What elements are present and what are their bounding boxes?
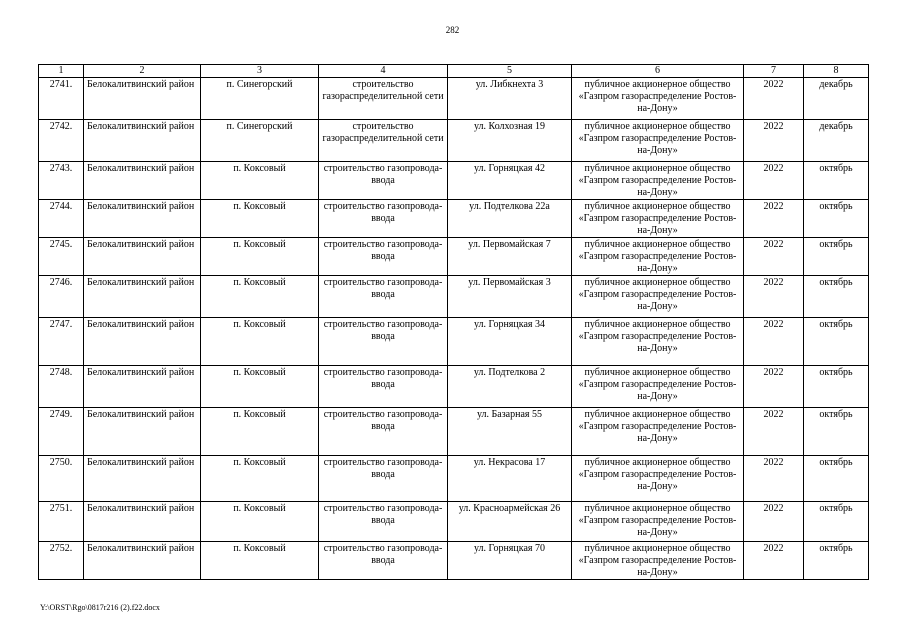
settlement-cell: п. Коксовый	[201, 456, 319, 502]
work-type-cell: строительство газопровода-ввода	[319, 238, 448, 276]
year-cell: 2022	[744, 238, 804, 276]
table-row	[39, 408, 869, 456]
organization-cell: публичное акционерное общество «Газпром газораспределение Ростов-на-Дону»	[572, 318, 744, 366]
work-type-cell: строительство газопровода-ввода	[319, 366, 448, 408]
work-type-cell: строительство газопровода-ввода	[319, 162, 448, 200]
address-cell: ул. Базарная 55	[448, 408, 572, 456]
month-cell: октябрь	[804, 456, 869, 502]
district-cell: Белокалитвинский район	[84, 502, 201, 542]
district-cell: Белокалитвинский район	[84, 120, 201, 162]
organization-cell: публичное акционерное общество «Газпром газораспределение Ростов-на-Дону»	[572, 408, 744, 456]
address-cell: ул. Красноармейская 26	[448, 502, 572, 542]
district-cell: Белокалитвинский район	[84, 238, 201, 276]
address-cell: ул. Либкнехта 3	[448, 78, 572, 120]
address-cell: ул. Колхозная 19	[448, 120, 572, 162]
table-row	[39, 276, 869, 318]
address-cell: ул. Некрасова 17	[448, 456, 572, 502]
column-header: 8	[804, 65, 869, 78]
row-number: 2748.	[39, 366, 84, 408]
table-row	[39, 200, 869, 238]
district-cell: Белокалитвинский район	[84, 162, 201, 200]
table-row	[39, 542, 869, 580]
month-cell: октябрь	[804, 238, 869, 276]
month-cell: октябрь	[804, 200, 869, 238]
row-number: 2750.	[39, 456, 84, 502]
address-cell: ул. Подтелкова 2	[448, 366, 572, 408]
table-row	[39, 238, 869, 276]
settlement-cell: п. Коксовый	[201, 318, 319, 366]
year-cell: 2022	[744, 542, 804, 580]
work-type-cell: строительство газораспределительной сети	[319, 120, 448, 162]
column-header: 2	[84, 65, 201, 78]
year-cell: 2022	[744, 456, 804, 502]
district-cell: Белокалитвинский район	[84, 78, 201, 120]
settlement-cell: п. Коксовый	[201, 276, 319, 318]
row-number: 2744.	[39, 200, 84, 238]
month-cell: декабрь	[804, 120, 869, 162]
table-row	[39, 162, 869, 200]
year-cell: 2022	[744, 318, 804, 366]
year-cell: 2022	[744, 276, 804, 318]
row-number: 2746.	[39, 276, 84, 318]
row-number: 2747.	[39, 318, 84, 366]
table-row	[39, 78, 869, 120]
column-header: 4	[319, 65, 448, 78]
row-number: 2751.	[39, 502, 84, 542]
organization-cell: публичное акционерное общество «Газпром газораспределение Ростов-на-Дону»	[572, 238, 744, 276]
organization-cell: публичное акционерное общество «Газпром газораспределение Ростов-на-Дону»	[572, 366, 744, 408]
district-cell: Белокалитвинский район	[84, 408, 201, 456]
column-header: 6	[572, 65, 744, 78]
district-cell: Белокалитвинский район	[84, 200, 201, 238]
column-header: 3	[201, 65, 319, 78]
column-header: 7	[744, 65, 804, 78]
table-body	[39, 78, 869, 580]
settlement-cell: п. Коксовый	[201, 542, 319, 580]
work-type-cell: строительство газопровода-ввода	[319, 408, 448, 456]
row-number: 2741.	[39, 78, 84, 120]
settlement-cell: п. Коксовый	[201, 238, 319, 276]
work-type-cell: строительство газопровода-ввода	[319, 542, 448, 580]
settlement-cell: п. Коксовый	[201, 408, 319, 456]
row-number: 2752.	[39, 542, 84, 580]
address-cell: ул. Горняцкая 42	[448, 162, 572, 200]
organization-cell: публичное акционерное общество «Газпром газораспределение Ростов-на-Дону»	[572, 456, 744, 502]
table-row	[39, 502, 869, 542]
month-cell: октябрь	[804, 366, 869, 408]
work-type-cell: строительство газораспределительной сети	[319, 78, 448, 120]
month-cell: декабрь	[804, 78, 869, 120]
district-cell: Белокалитвинский район	[84, 366, 201, 408]
month-cell: октябрь	[804, 542, 869, 580]
month-cell: октябрь	[804, 318, 869, 366]
row-number: 2742.	[39, 120, 84, 162]
district-cell: Белокалитвинский район	[84, 276, 201, 318]
row-number: 2745.	[39, 238, 84, 276]
organization-cell: публичное акционерное общество «Газпром газораспределение Ростов-на-Дону»	[572, 120, 744, 162]
row-number: 2743.	[39, 162, 84, 200]
row-number: 2749.	[39, 408, 84, 456]
month-cell: октябрь	[804, 502, 869, 542]
work-type-cell: строительство газопровода-ввода	[319, 276, 448, 318]
document-table	[38, 64, 869, 580]
year-cell: 2022	[744, 366, 804, 408]
month-cell: октябрь	[804, 408, 869, 456]
district-cell: Белокалитвинский район	[84, 542, 201, 580]
settlement-cell: п. Коксовый	[201, 200, 319, 238]
organization-cell: публичное акционерное общество «Газпром газораспределение Ростов-на-Дону»	[572, 78, 744, 120]
work-type-cell: строительство газопровода-ввода	[319, 456, 448, 502]
organization-cell: публичное акционерное общество «Газпром газораспределение Ростов-на-Дону»	[572, 502, 744, 542]
organization-cell: публичное акционерное общество «Газпром газораспределение Ростов-на-Дону»	[572, 162, 744, 200]
table-row	[39, 120, 869, 162]
table-row	[39, 366, 869, 408]
work-type-cell: строительство газопровода-ввода	[319, 200, 448, 238]
month-cell: октябрь	[804, 276, 869, 318]
year-cell: 2022	[744, 162, 804, 200]
table-row	[39, 456, 869, 502]
table-row	[39, 318, 869, 366]
page-number: 282	[445, 25, 460, 35]
settlement-cell: п. Коксовый	[201, 366, 319, 408]
district-cell: Белокалитвинский район	[84, 318, 201, 366]
district-cell: Белокалитвинский район	[84, 456, 201, 502]
table-header-row	[39, 65, 869, 78]
address-cell: ул. Подтелкова 22а	[448, 200, 572, 238]
organization-cell: публичное акционерное общество «Газпром газораспределение Ростов-на-Дону»	[572, 542, 744, 580]
year-cell: 2022	[744, 120, 804, 162]
settlement-cell: п. Коксовый	[201, 502, 319, 542]
year-cell: 2022	[744, 78, 804, 120]
footer-file-path: Y:\ORST\Rgo\0817r216 (2).f22.docx	[40, 603, 160, 612]
column-header: 5	[448, 65, 572, 78]
year-cell: 2022	[744, 408, 804, 456]
organization-cell: публичное акционерное общество «Газпром газораспределение Ростов-на-Дону»	[572, 200, 744, 238]
year-cell: 2022	[744, 200, 804, 238]
settlement-cell: п. Синегорский	[201, 120, 319, 162]
settlement-cell: п. Коксовый	[201, 162, 319, 200]
address-cell: ул. Горняцкая 70	[448, 542, 572, 580]
work-type-cell: строительство газопровода-ввода	[319, 502, 448, 542]
month-cell: октябрь	[804, 162, 869, 200]
work-type-cell: строительство газопровода-ввода	[319, 318, 448, 366]
address-cell: ул. Первомайская 7	[448, 238, 572, 276]
organization-cell: публичное акционерное общество «Газпром газораспределение Ростов-на-Дону»	[572, 276, 744, 318]
address-cell: ул. Первомайская 3	[448, 276, 572, 318]
column-header: 1	[39, 65, 84, 78]
address-cell: ул. Горняцкая 34	[448, 318, 572, 366]
year-cell: 2022	[744, 502, 804, 542]
settlement-cell: п. Синегорский	[201, 78, 319, 120]
